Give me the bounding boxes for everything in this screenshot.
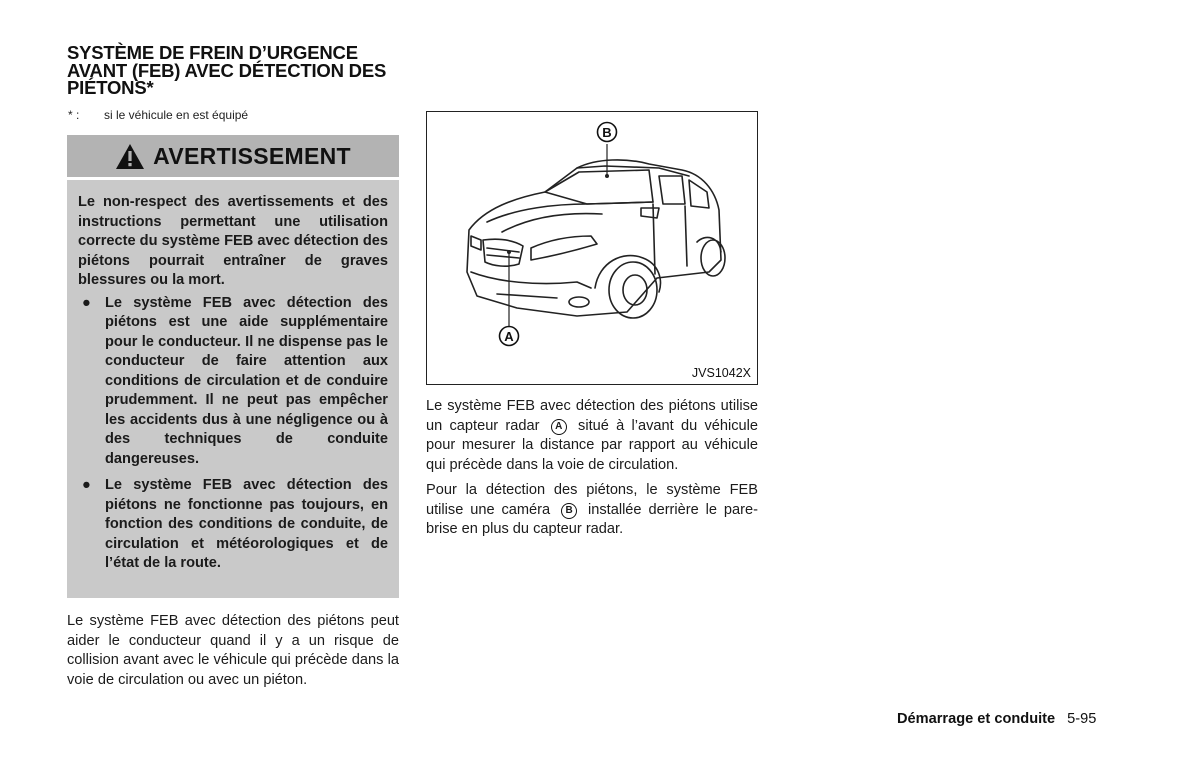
camera-paragraph-end: installée derrière le pare-brise en plus du capteur radar. — [426, 501, 758, 537]
page-footer — [897, 711, 1096, 727]
section-title-line-2: AVANT (FEB) AVEC DÉTECTION DES — [67, 59, 387, 81]
warning-bullet-1 — [78, 294, 388, 470]
section-title-line-1: SYSTÈME DE FREIN D’URGENCE — [67, 42, 358, 63]
marker-b-icon: B — [561, 503, 577, 519]
radar-paragraph-start: Le système FEB avec détection des piétons utilise un capteur radar — [426, 398, 758, 434]
left-paragraph: Le système FEB avec détection des piétons peut aider le conducteur quand il y a un risque de collision avant avec le véhicule qui précède dans la voie de circulation ou avec un piéton. — [67, 613, 399, 688]
warning-bullet-2-text: Le système FEB avec détection des piétons ne fonctionne pas toujours, en fonction des conditions de conduite, de circulation et météorologiques et de l’état de la route. — [105, 477, 388, 571]
warning-header — [67, 135, 399, 177]
figure-label-a: A — [504, 329, 514, 344]
footnote-mark: * : — [68, 108, 80, 122]
section-title-line-3: PIÉTONS* — [67, 77, 154, 98]
bullet-dot: ● — [82, 294, 91, 311]
radar-paragraph-end: situé à l’avant du véhicule pour mesurer la distance par rapport au véhicule qui précède dans la voie de circulation. — [426, 417, 758, 473]
footer-section: Démarrage et conduite — [897, 711, 1056, 727]
page-number: 5-95 — [1067, 711, 1097, 727]
section-title — [67, 44, 412, 97]
figure-code: JVS1042X — [691, 366, 751, 380]
warning-intro: Le non-respect des avertissements et des instructions permettant une utilisation correcte du système FEB avec détection des piétons pourrait entraîner de graves blessures ou la mort. — [78, 194, 388, 288]
warning-bullet-2 — [78, 476, 388, 574]
warning-triangle-icon — [115, 143, 145, 170]
footnote-text: si le véhicule en est équipé — [104, 108, 249, 122]
figure-label-b: B — [602, 125, 612, 140]
warning-title: AVERTISSEMENT — [153, 142, 351, 169]
camera-paragraph-start: Pour la détection des piétons, le système FEB utilise une caméra — [426, 482, 758, 518]
warning-bullet-1-text: Le système FEB avec détection des piétons est une aide supplémentaire pour le conducteur. Il ne dispense pas le conducteur de faire attention aux conditions de circulation et de conduire prudemment. Il ne peut pas empêcher les accidents dus à une négligence ou à des techniques de conduite dangereuses. — [105, 294, 388, 467]
marker-a-icon: A — [551, 419, 567, 435]
vehicle-illustration — [427, 112, 757, 384]
footnote — [68, 108, 248, 122]
radar-paragraph — [426, 397, 758, 475]
camera-paragraph — [426, 481, 758, 540]
vehicle-figure — [426, 111, 758, 385]
bullet-dot: ● — [82, 477, 91, 493]
warning-body — [67, 180, 399, 598]
